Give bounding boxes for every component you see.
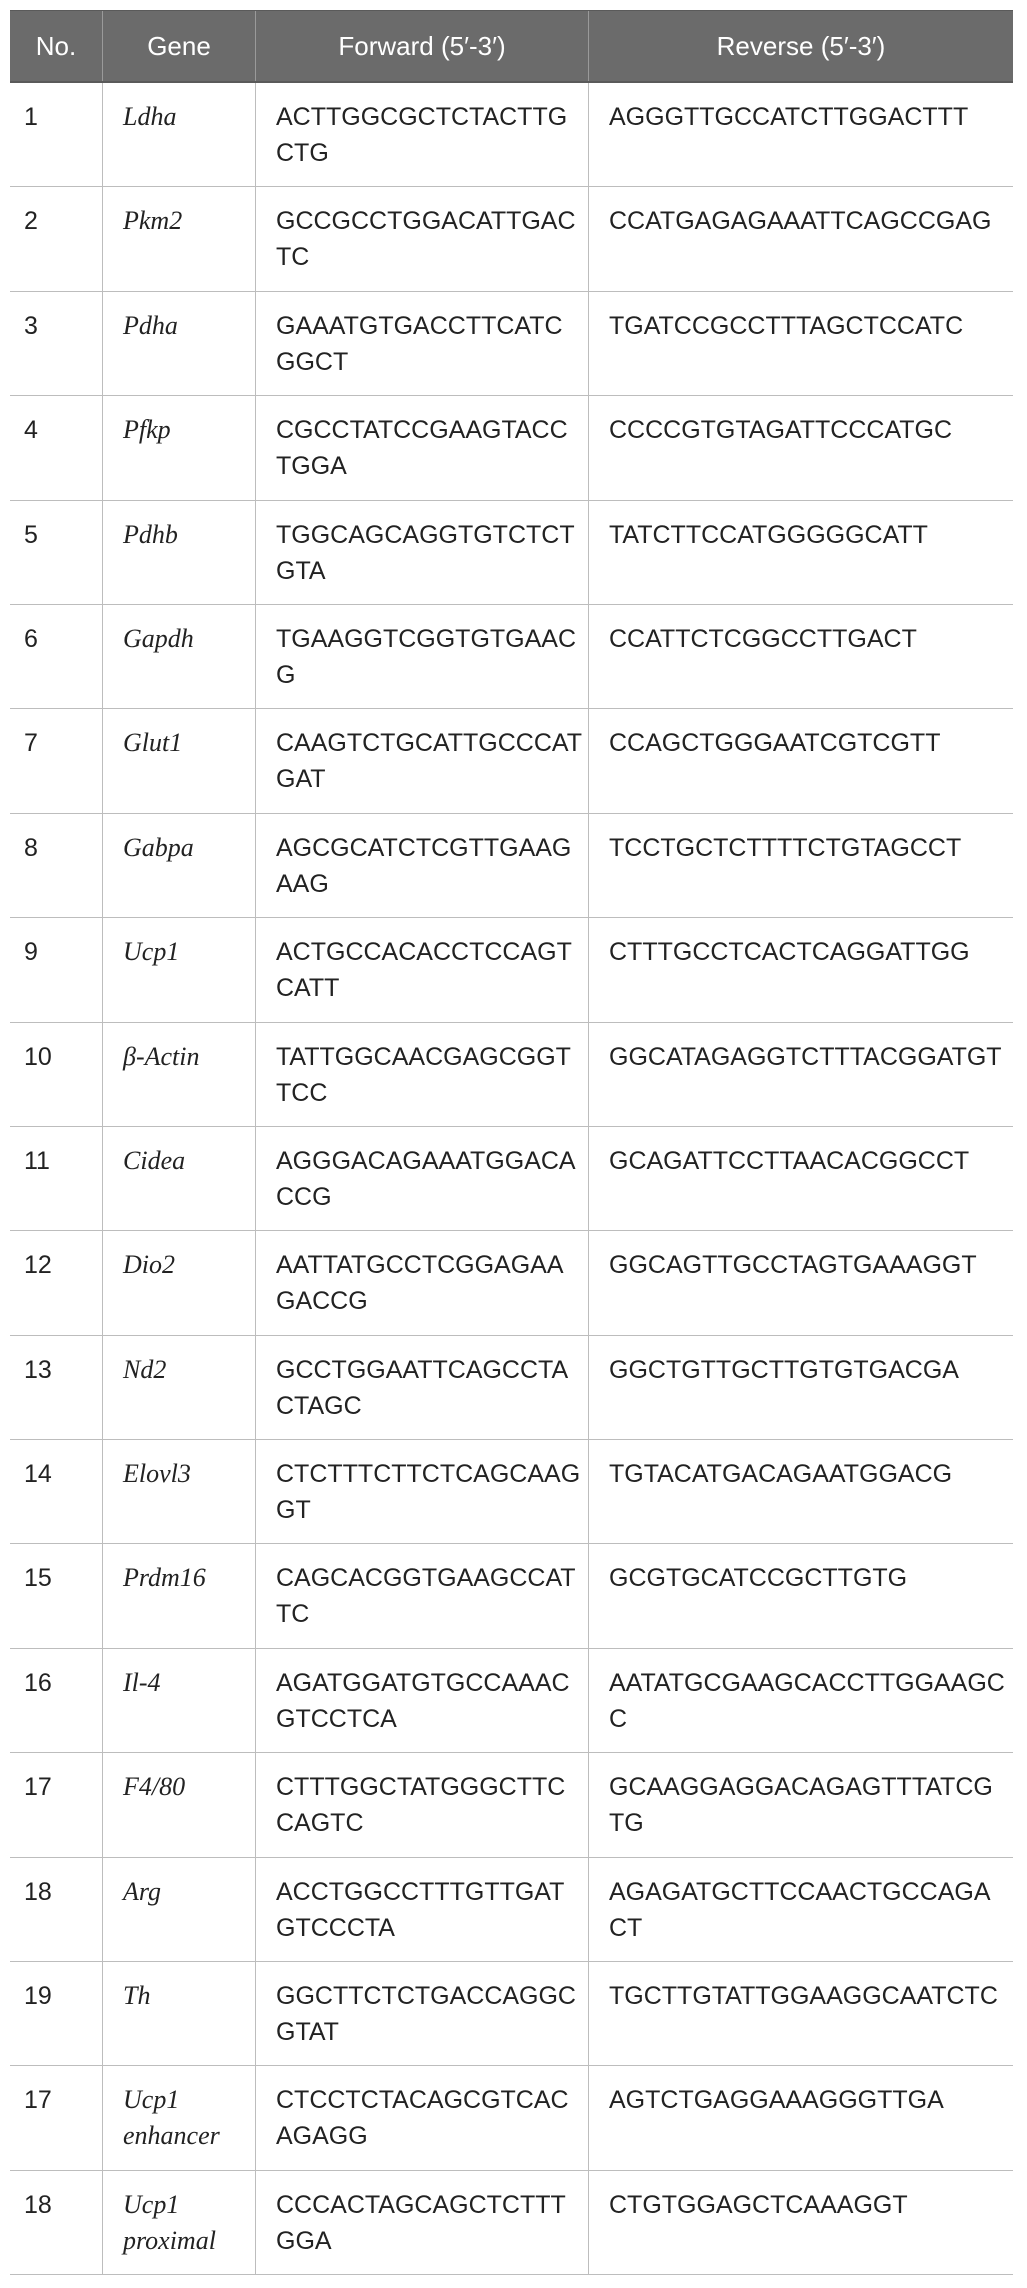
table-row bbox=[10, 605, 1013, 709]
forward-primer: ACTTGGCGCTCTACTTGCTG bbox=[255, 83, 588, 186]
table-row bbox=[10, 501, 1013, 605]
reverse-primer: CTGTGGAGCTCAAAGGT bbox=[588, 2171, 1013, 2274]
gene-name: Dio2 bbox=[102, 1231, 255, 1334]
row-number: 5 bbox=[24, 520, 38, 549]
reverse-primer: GGCAGTTGCCTAGTGAAAGGT bbox=[588, 1231, 1013, 1334]
reverse-primer: CCCCGTGTAGATTCCCATGC bbox=[588, 396, 1013, 499]
forward-primer: GCCTGGAATTCAGCCTACTAGC bbox=[255, 1336, 588, 1439]
forward-primer: CTCCTCTACAGCGTCACAGAGG bbox=[255, 2066, 588, 2169]
forward-primer: CTCTTTCTTCTCAGCAAGGT bbox=[255, 1440, 588, 1543]
forward-primer: GGCTTCTCTGACCAGGCGTAT bbox=[255, 1962, 588, 2065]
primer-table bbox=[10, 10, 1013, 2275]
forward-primer: AATTATGCCTCGGAGAAGACCG bbox=[255, 1231, 588, 1334]
table-row bbox=[10, 709, 1013, 813]
forward-primer: TGGCAGCAGGTGTCTCTGTA bbox=[255, 501, 588, 604]
gene-name: Ucp1 enhancer bbox=[102, 2066, 255, 2169]
reverse-primer: TGTACATGACAGAATGGACG bbox=[588, 1440, 1013, 1543]
reverse-primer: AGAGATGCTTCCAACTGCCAGACT bbox=[588, 1858, 1013, 1961]
table-row bbox=[10, 1023, 1013, 1127]
gene-name: Pdhb bbox=[102, 501, 255, 604]
table-row bbox=[10, 2171, 1013, 2275]
reverse-primer: TCCTGCTCTTTTCTGTAGCCT bbox=[588, 814, 1013, 917]
forward-primer: AGCGCATCTCGTTGAAGAAG bbox=[255, 814, 588, 917]
reverse-primer: CCATGAGAGAAATTCAGCCGAG bbox=[588, 187, 1013, 290]
row-number: 12 bbox=[24, 1251, 52, 1280]
table-row bbox=[10, 187, 1013, 291]
forward-primer: GAAATGTGACCTTCATCGGCT bbox=[255, 292, 588, 395]
row-number: 4 bbox=[24, 416, 38, 445]
header-forward: Forward (5′-3′) bbox=[255, 11, 588, 81]
gene-name: Elovl3 bbox=[102, 1440, 255, 1543]
gene-name: Th bbox=[102, 1962, 255, 2065]
row-number: 1 bbox=[24, 103, 38, 131]
table-row bbox=[10, 918, 1013, 1022]
gene-name: Il-4 bbox=[102, 1649, 255, 1752]
forward-primer: ACTGCCACACCTCCAGTCATT bbox=[255, 918, 588, 1021]
forward-primer: GCCGCCTGGACATTGACTC bbox=[255, 187, 588, 290]
row-number: 19 bbox=[24, 1982, 52, 2011]
gene-name: Arg bbox=[102, 1858, 255, 1961]
gene-name: Ucp1 proximal bbox=[102, 2171, 255, 2274]
table-row bbox=[10, 1962, 1013, 2066]
reverse-primer: CCAGCTGGGAATCGTCGTT bbox=[588, 709, 1013, 812]
forward-primer: ACCTGGCCTTTGTTGATGTCCCTA bbox=[255, 1858, 588, 1961]
table-row bbox=[10, 1336, 1013, 1440]
row-number: 15 bbox=[24, 1564, 52, 1593]
reverse-primer: GCAGATTCCTTAACACGGCCT bbox=[588, 1127, 1013, 1230]
gene-name: Pkm2 bbox=[102, 187, 255, 290]
forward-primer: TATTGGCAACGAGCGGTTCC bbox=[255, 1023, 588, 1126]
reverse-primer: AGGGTTGCCATCTTGGACTTT bbox=[588, 83, 1013, 186]
reverse-primer: GCGTGCATCCGCTTGTG bbox=[588, 1544, 1013, 1647]
reverse-primer: GCAAGGAGGACAGAGTTTATCGTG bbox=[588, 1753, 1013, 1856]
forward-primer: CAGCACGGTGAAGCCATTC bbox=[255, 1544, 588, 1647]
gene-name: β-Actin bbox=[102, 1023, 255, 1126]
table-body bbox=[10, 83, 1013, 2275]
table-row bbox=[10, 2066, 1013, 2170]
reverse-primer: TGCTTGTATTGGAAGGCAATCTC bbox=[588, 1962, 1013, 2065]
row-number: 6 bbox=[24, 624, 38, 653]
gene-name: Cidea bbox=[102, 1127, 255, 1230]
reverse-primer: TATCTTCCATGGGGGCATT bbox=[588, 501, 1013, 604]
gene-name: Ldha bbox=[102, 83, 255, 186]
table-row bbox=[10, 1649, 1013, 1753]
gene-name: Gapdh bbox=[102, 605, 255, 708]
row-number: 8 bbox=[24, 833, 38, 862]
table-row bbox=[10, 1858, 1013, 1962]
row-number: 18 bbox=[24, 1877, 52, 1906]
reverse-primer: CCATTCTCGGCCTTGACT bbox=[588, 605, 1013, 708]
reverse-primer: GGCATAGAGGTCTTTACGGATGT bbox=[588, 1023, 1013, 1126]
table-row bbox=[10, 1127, 1013, 1231]
row-number: 10 bbox=[24, 1042, 52, 1071]
row-number: 3 bbox=[24, 311, 38, 340]
row-number: 11 bbox=[24, 1146, 50, 1175]
forward-primer: CCCACTAGCAGCTCTTTGGA bbox=[255, 2171, 588, 2274]
row-number: 16 bbox=[24, 1668, 52, 1697]
table-row bbox=[10, 1753, 1013, 1857]
row-number: 14 bbox=[24, 1460, 52, 1489]
table-row bbox=[10, 814, 1013, 918]
row-number: 17 bbox=[24, 2086, 52, 2115]
table-row bbox=[10, 396, 1013, 500]
gene-name: Pfkp bbox=[102, 396, 255, 499]
row-number: 18 bbox=[24, 2190, 52, 2219]
reverse-primer: AATATGCGAAGCACCTTGGAAGCC bbox=[588, 1649, 1013, 1752]
table-header bbox=[10, 10, 1013, 83]
reverse-primer: TGATCCGCCTTTAGCTCCATC bbox=[588, 292, 1013, 395]
gene-name: Pdha bbox=[102, 292, 255, 395]
row-number: 2 bbox=[24, 207, 38, 236]
gene-name: Ucp1 bbox=[102, 918, 255, 1021]
header-reverse: Reverse (5′-3′) bbox=[588, 11, 1013, 81]
gene-name: Prdm16 bbox=[102, 1544, 255, 1647]
header-gene: Gene bbox=[102, 11, 255, 81]
table-row bbox=[10, 292, 1013, 396]
row-number: 13 bbox=[24, 1355, 52, 1384]
reverse-primer: GGCTGTTGCTTGTGTGACGA bbox=[588, 1336, 1013, 1439]
forward-primer: CAAGTCTGCATTGCCCATGAT bbox=[255, 709, 588, 812]
gene-name: F4/80 bbox=[102, 1753, 255, 1856]
gene-name: Glut1 bbox=[102, 709, 255, 812]
gene-name: Gabpa bbox=[102, 814, 255, 917]
reverse-primer: CTTTGCCTCACTCAGGATTGG bbox=[588, 918, 1013, 1021]
forward-primer: CTTTGGCTATGGGCTTCCAGTC bbox=[255, 1753, 588, 1856]
table-row bbox=[10, 1440, 1013, 1544]
table-row bbox=[10, 1231, 1013, 1335]
row-number: 17 bbox=[24, 1773, 52, 1802]
row-number: 9 bbox=[24, 938, 38, 967]
table-row bbox=[10, 1544, 1013, 1648]
forward-primer: AGGGACAGAAATGGACACCG bbox=[255, 1127, 588, 1230]
gene-name: Nd2 bbox=[102, 1336, 255, 1439]
forward-primer: CGCCTATCCGAAGTACCTGGA bbox=[255, 396, 588, 499]
forward-primer: AGATGGATGTGCCAAACGTCCTCA bbox=[255, 1649, 588, 1752]
reverse-primer: AGTCTGAGGAAAGGGTTGA bbox=[588, 2066, 1013, 2169]
table-row bbox=[10, 83, 1013, 187]
row-number: 7 bbox=[24, 729, 38, 758]
header-no: No. bbox=[35, 30, 77, 61]
forward-primer: TGAAGGTCGGTGTGAACG bbox=[255, 605, 588, 708]
